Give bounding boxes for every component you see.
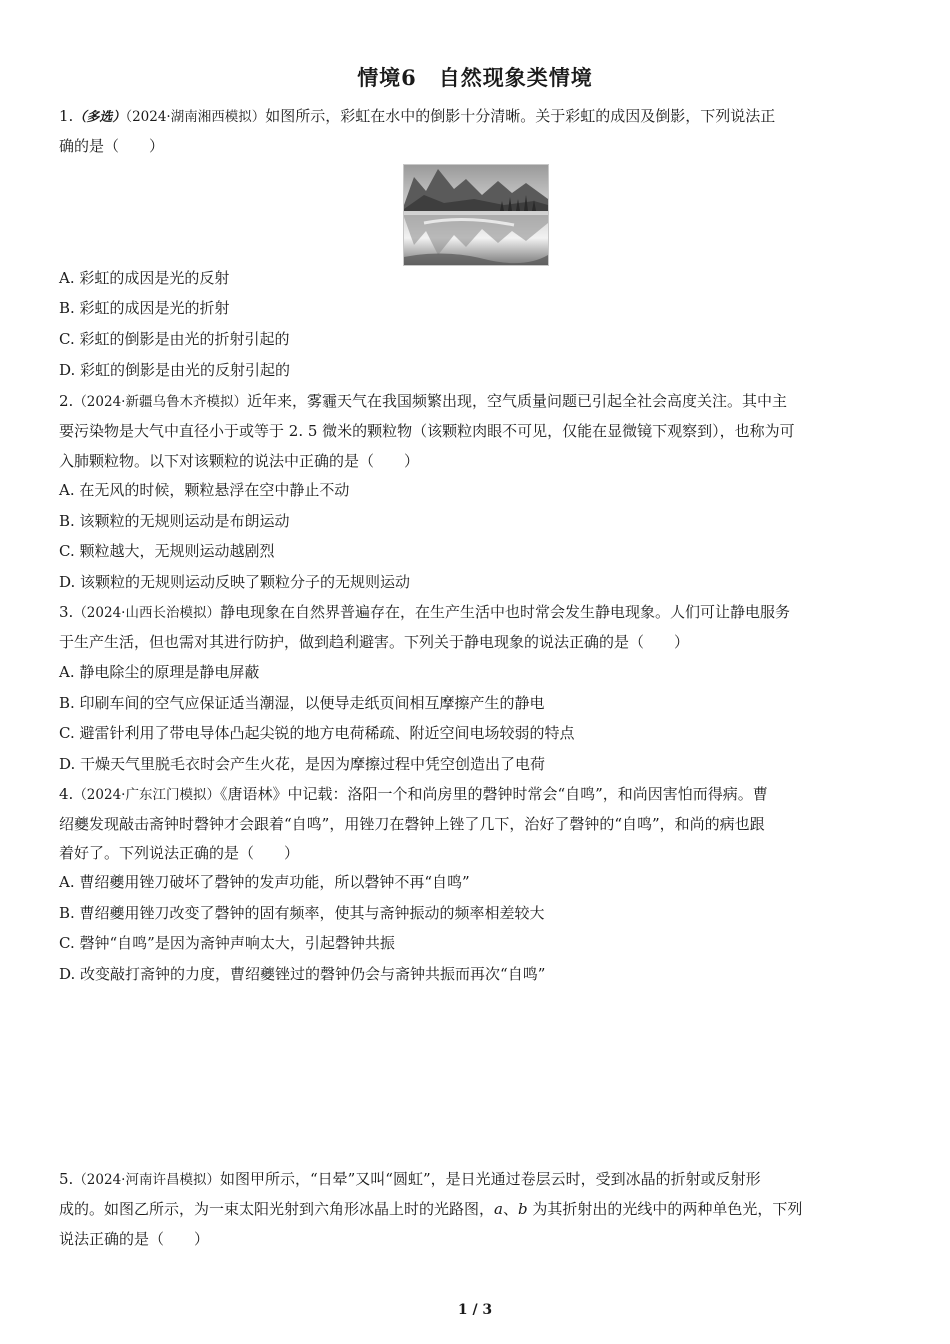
q2-number: 2. [59, 392, 74, 410]
page-title: 情境6 自然现象类情境 [357, 65, 593, 90]
q1-source: （2024·湖南湘西模拟） [125, 109, 266, 125]
q3-option-a: A. 静电除尘的原理是静电屏蔽 [59, 663, 260, 681]
q1-stem-line-1 [59, 106, 889, 128]
q2-stem-1: 近年来，雾霾天气在我国频繁出现，空气质量问题已引起全社会高度关注。其中主 [246, 392, 787, 410]
q2-option-d: D. 该颗粒的无规则运动反映了颗粒分子的无规则运动 [59, 573, 411, 591]
q5-stem-1: 如图甲所示，“日晕”又叫“圆虹”，是日光通过卷层云时，受到冰晶的折射或反射形 [219, 1170, 761, 1188]
rainbow-reflection-photo [403, 164, 549, 266]
q1-stem-line-2: 确的是（ ） [59, 137, 165, 155]
q1-multi-tag: （多选） [73, 110, 126, 125]
q3-number: 3. [59, 603, 74, 621]
q5-stem-line-1 [59, 1169, 889, 1190]
q5-stem-2b: 为其折射出的光线中的两种单色光，下列 [527, 1200, 803, 1218]
q1-stem-1: 如图所示，彩虹在水中的倒影十分清晰。关于彩虹的成因及倒影，下列说法正 [265, 107, 776, 125]
q2-stem-line-3: 入肺颗粒物。以下对该颗粒的说法中正确的是（ ） [59, 452, 420, 470]
q4-stem-line-1 [59, 784, 889, 805]
q2-option-b: B. 该颗粒的无规则运动是布朗运动 [59, 512, 290, 530]
q4-stem-1: 《唐语林》中记载：洛阳一个和尚房里的磬钟时常会“自鸣”，和尚因害怕而得病。曹 [219, 785, 768, 803]
q1-option-a: A. 彩虹的成因是光的反射 [59, 269, 230, 287]
q4-option-d: D. 改变敲打斋钟的力度，曹绍夔锉过的磬钟仍会与斋钟共振而再次“自鸣” [59, 965, 546, 983]
q1-option-b: B. 彩虹的成因是光的折射 [59, 299, 230, 317]
q5-var-b: b [517, 1200, 528, 1218]
rainbow-reflection-image [404, 165, 548, 265]
q2-stem-line-1 [59, 391, 889, 412]
q5-var-a: a [494, 1200, 503, 1218]
q5-source: （2024·河南许昌模拟） [73, 1172, 220, 1188]
page-number: 1 / 3 [457, 1302, 493, 1318]
q4-option-b: B. 曹绍夔用锉刀改变了磬钟的固有频率，使其与斋钟振动的频率相差较大 [59, 904, 545, 922]
q5-stem-line-2 [59, 1199, 889, 1219]
q2-option-a: A. 在无风的时候，颗粒悬浮在空中静止不动 [59, 481, 350, 499]
q3-stem-1: 静电现象在自然界普遍存在，在生产生活中也时常会发生静电现象。人们可让静电服务 [219, 603, 790, 621]
q1-option-c: C. 彩虹的倒影是由光的折射引起的 [59, 330, 290, 348]
q3-source: （2024·山西长治模拟） [73, 605, 220, 621]
q3-stem-line-1 [59, 602, 889, 623]
q5-stem-line-3: 说法正确的是（ ） [59, 1230, 210, 1248]
q3-option-d: D. 干燥天气里脱毛衣时会产生火花，是因为摩擦过程中凭空创造出了电荷 [59, 755, 546, 773]
q3-option-c: C. 避雷针利用了带电导体凸起尖锐的地方电荷稀疏、附近空间电场较弱的特点 [59, 724, 575, 742]
q3-stem-line-2: 于生产生活，但也需对其进行防护，做到趋利避害。下列关于静电现象的说法正确的是（ ） [59, 633, 690, 651]
q2-source: （2024·新疆乌鲁木齐模拟） [73, 394, 247, 410]
q4-stem-line-3: 着好了。下列说法正确的是（ ） [59, 844, 300, 862]
q3-option-b: B. 印刷车间的空气应保证适当潮湿，以便导走纸页间相互摩擦产生的静电 [59, 694, 545, 712]
q5-separator: 、 [502, 1200, 518, 1218]
q2-stem-line-2: 要污染物是大气中直径小于或等于 2. 5 微米的颗粒物（该颗粒肉眼不可见，仅能在显微镜下观察到），也称为可 [59, 422, 795, 440]
q5-number: 5. [59, 1170, 74, 1188]
q4-stem-line-2: 绍夔发现敲击斋钟时磬钟才会跟着“自鸣”，用锉刀在磬钟上锉了几下，治好了磬钟的“自鸣”，和尚的病也跟 [59, 815, 765, 833]
q1-option-d: D. 彩虹的倒影是由光的反射引起的 [59, 361, 291, 379]
q2-option-c: C. 颗粒越大，无规则运动越剧烈 [59, 542, 275, 560]
q5-stem-2a: 成的。如图乙所示，为一束太阳光射到六角形冰晶上时的光路图， [59, 1200, 495, 1218]
q4-option-a: A. 曹绍夔用锉刀破坏了磬钟的发声功能，所以磬钟不再“自鸣” [59, 873, 470, 891]
q1-number: 1. [59, 107, 74, 125]
q4-option-c: C. 磬钟“自鸣”是因为斋钟声响太大，引起磬钟共振 [59, 934, 395, 952]
q4-source: （2024·广东江门模拟） [73, 787, 220, 803]
q4-number: 4. [59, 785, 74, 803]
